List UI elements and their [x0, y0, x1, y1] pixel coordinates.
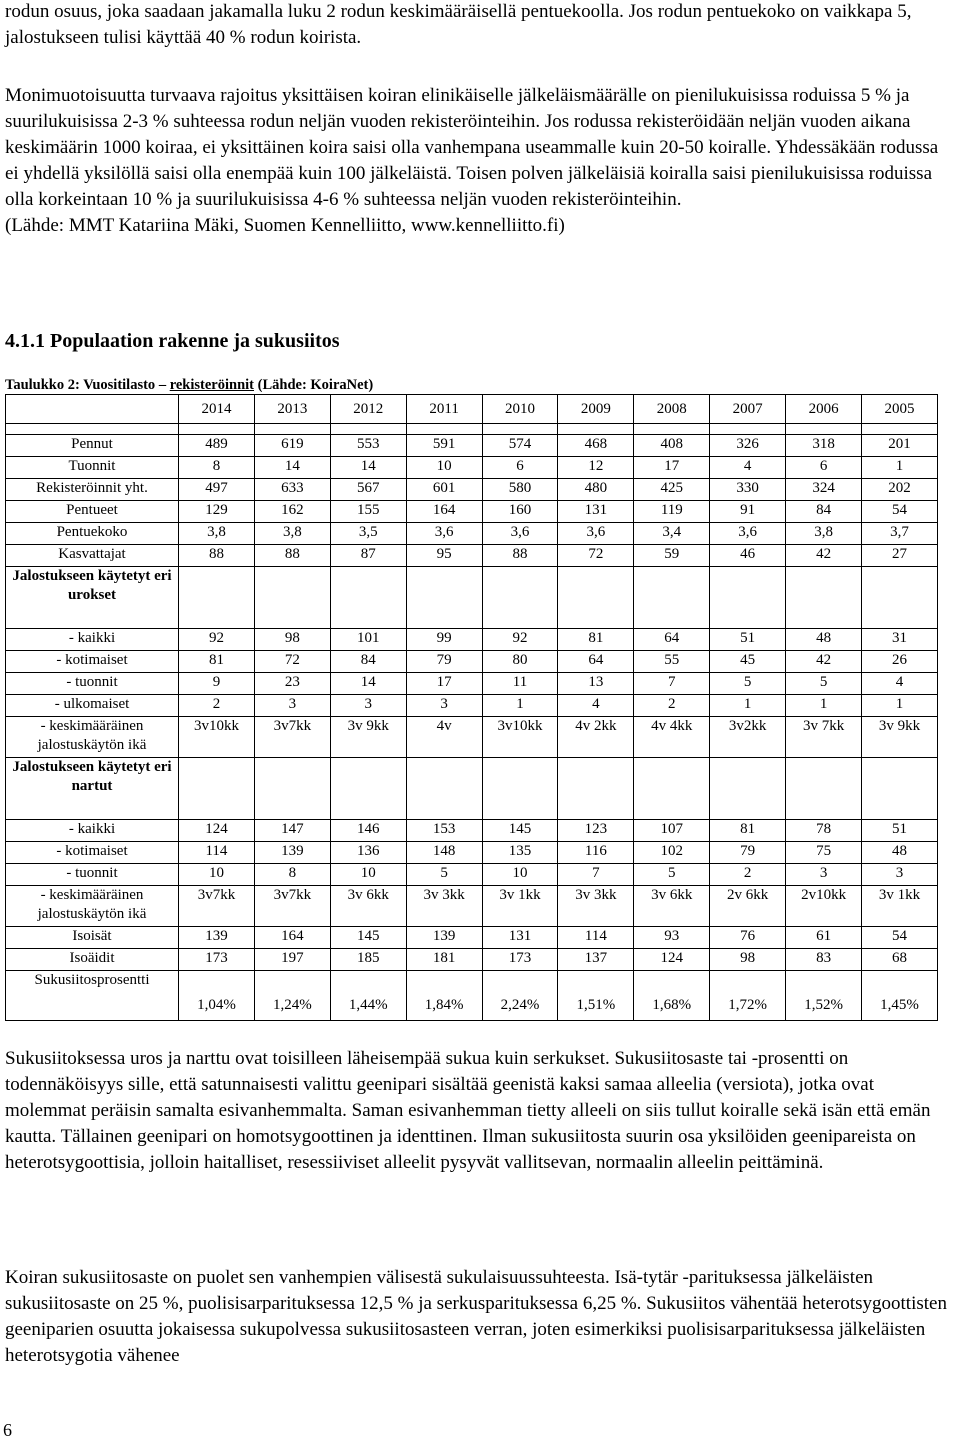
value-cell: 95 — [406, 545, 482, 567]
value-cell — [179, 758, 255, 820]
value-cell: 102 — [634, 842, 710, 864]
value-cell: 79 — [710, 842, 786, 864]
spacer-cell — [482, 424, 558, 435]
value-cell: 3,8 — [786, 523, 862, 545]
value-cell: 155 — [330, 501, 406, 523]
spacer-cell — [179, 424, 255, 435]
value-cell — [330, 567, 406, 629]
value-cell: 79 — [406, 651, 482, 673]
value-cell: 3v7kk — [254, 717, 330, 758]
value-cell: 1,44% — [330, 971, 406, 1021]
source-line: (Lähde: MMT Katariina Mäki, Suomen Kennelliitto, www.kennelliitto.fi) — [5, 215, 565, 236]
value-cell: 145 — [482, 820, 558, 842]
row-label-cell: Pennut — [6, 435, 179, 457]
table-row — [6, 501, 938, 523]
table-row — [6, 629, 938, 651]
value-cell: 81 — [558, 629, 634, 651]
table-spacer-row — [6, 424, 938, 435]
value-cell: 3 — [406, 695, 482, 717]
value-cell: 14 — [330, 673, 406, 695]
row-label-cell: - ulkomaiset — [6, 695, 179, 717]
value-cell: 326 — [710, 435, 786, 457]
value-cell: 64 — [558, 651, 634, 673]
value-cell: 5 — [406, 864, 482, 886]
table-group-row — [6, 567, 938, 629]
spacer-cell — [862, 424, 938, 435]
row-label-cell: - tuonnit — [6, 864, 179, 886]
value-cell: 2 — [179, 695, 255, 717]
value-cell: 567 — [330, 479, 406, 501]
value-cell — [558, 567, 634, 629]
value-cell: 42 — [786, 545, 862, 567]
value-cell: 68 — [862, 949, 938, 971]
value-cell: 148 — [406, 842, 482, 864]
value-cell: 3 — [330, 695, 406, 717]
value-cell: 147 — [254, 820, 330, 842]
value-cell: 6 — [482, 457, 558, 479]
value-cell: 59 — [634, 545, 710, 567]
value-cell: 1,24% — [254, 971, 330, 1021]
spacer-cell — [634, 424, 710, 435]
value-cell — [558, 758, 634, 820]
year-header-cell: 2010 — [482, 395, 558, 424]
paragraph-inbreeding-degree: Koiran sukusiitosaste on puolet sen vanhempien välisestä sukulaisuussuhteesta. Isä-tytär -parituksessa jälkeläisten sukusiitosaste on 25 %, puolisisarparituksessa 12,5 % ja serkusparituksessa 6,25 %. Sukusiitos vähentää heterotsygoottisten geeniparien osuutta jokaisessa sukupolvessa sukusiitosasteen verran, joten esimerkiksi puolisisarparituksessa jälkeläisten heterotsygotia vähenee — [5, 1267, 947, 1366]
row-label-cell: Pentueet — [6, 501, 179, 523]
spacer-cell — [254, 424, 330, 435]
year-header-cell: 2005 — [862, 395, 938, 424]
value-cell: 2 — [710, 864, 786, 886]
value-cell: 48 — [786, 629, 862, 651]
year-header-cell: 2009 — [558, 395, 634, 424]
value-cell: 5 — [710, 673, 786, 695]
value-cell: 3 — [786, 864, 862, 886]
value-cell: 1,45% — [862, 971, 938, 1021]
table-row — [6, 842, 938, 864]
spacer-cell — [6, 424, 179, 435]
value-cell: 553 — [330, 435, 406, 457]
table-row — [6, 695, 938, 717]
table-row — [6, 523, 938, 545]
value-cell: 107 — [634, 820, 710, 842]
value-cell: 51 — [862, 820, 938, 842]
value-cell — [482, 567, 558, 629]
value-cell: 13 — [558, 673, 634, 695]
value-cell: 72 — [558, 545, 634, 567]
value-cell: 324 — [786, 479, 862, 501]
value-cell: 114 — [179, 842, 255, 864]
value-cell: 88 — [179, 545, 255, 567]
year-header-cell: 2011 — [406, 395, 482, 424]
paragraph-inbreeding-definition: Sukusiitoksessa uros ja narttu ovat toisilleen läheisempää sukua kuin serkukset. Sukusiitosaste tai -prosentti on todennäköisyys sille, että satunnaisesti valittu geenipari sisältää geenistä kaksi samaa alleelia (versiota), jotka ovat molemmat peräisin samalta esivanhemmalta. Saman esivanhemman tietty alleeli on siis tullut koiralle sekä isän että emän kautta. Tällainen geenipari on homotsygoottinen ja identtinen. Ilman sukusiitosta suurin osa yksilöiden geenipareista on heterotsygoottisia, jolloin haitalliset, resessiiviset alleelit pysyvät vallitsevan, normaalin alleelin peittäminä. — [5, 1048, 931, 1173]
value-cell — [179, 567, 255, 629]
value-cell: 12 — [558, 457, 634, 479]
row-label-cell: Tuonnit — [6, 457, 179, 479]
paragraph-restriction-text: Monimuotoisuutta turvaava rajoitus yksittäisen koiran elinikäiselle jälkeläismäärälle on pienilukuisissa roduissa 5 % ja suurilukuisissa 2-3 % suhteessa rodun neljän vuoden rekisteröinteihin. Jos rodussa rekisteröidään neljän vuoden aikana keskimäärin 1000 koiraa, ei yksittäinen koira saisi olla vanhempana useammalle kuin 20-50 koiralle. Yhdessäkään rodussa ei yhdellä yksilöllä saisi olla enempää kuin 100 jälkeläistä. Toisen polven jälkeläisiä koiralla saisi pienilukuisissa roduissa olla korkeintaan 10 % ja suurilukuisissa 4-6 % suhteessa neljän vuoden rekisteröinteihin. — [5, 85, 939, 210]
year-header-cell: 2014 — [179, 395, 255, 424]
value-cell: 173 — [482, 949, 558, 971]
value-cell: 3v 6kk — [634, 886, 710, 927]
row-label-cell: - tuonnit — [6, 673, 179, 695]
spacer-cell — [710, 424, 786, 435]
year-header-cell: 2007 — [710, 395, 786, 424]
value-cell: 202 — [862, 479, 938, 501]
value-cell: 4 — [710, 457, 786, 479]
value-cell: 75 — [786, 842, 862, 864]
value-cell: 1,51% — [558, 971, 634, 1021]
value-cell — [406, 758, 482, 820]
value-cell: 3v 1kk — [482, 886, 558, 927]
row-label-cell: - keskimääräinen jalostuskäytön ikä — [6, 717, 179, 758]
value-cell: 31 — [862, 629, 938, 651]
value-cell: 8 — [179, 457, 255, 479]
value-cell: 93 — [634, 927, 710, 949]
value-cell: 153 — [406, 820, 482, 842]
table-row — [6, 949, 938, 971]
value-cell: 3 — [862, 864, 938, 886]
table-row — [6, 545, 938, 567]
value-cell — [710, 567, 786, 629]
row-label-cell: - kotimaiset — [6, 651, 179, 673]
value-cell: 1,84% — [406, 971, 482, 1021]
value-cell — [634, 567, 710, 629]
value-cell: 145 — [330, 927, 406, 949]
caption-prefix: Taulukko 2: Vuositilasto — [5, 377, 156, 393]
row-label-cell: - kaikki — [6, 820, 179, 842]
value-cell: 64 — [634, 629, 710, 651]
page-number: 6 — [3, 1420, 12, 1440]
caption-suffix: (Lähde: KoiraNet) — [257, 377, 374, 393]
value-cell: 80 — [482, 651, 558, 673]
row-label-cell: Kasvattajat — [6, 545, 179, 567]
value-cell: 3,8 — [254, 523, 330, 545]
value-cell: 1 — [482, 695, 558, 717]
value-cell: 14 — [254, 457, 330, 479]
value-cell: 1,72% — [710, 971, 786, 1021]
row-label-cell: Isoäidit — [6, 949, 179, 971]
table-row — [6, 717, 938, 758]
value-cell: 98 — [254, 629, 330, 651]
value-cell: 10 — [406, 457, 482, 479]
value-cell: 61 — [786, 927, 862, 949]
value-cell: 185 — [330, 949, 406, 971]
value-cell: 84 — [330, 651, 406, 673]
paragraph-restriction — [5, 83, 955, 239]
value-cell: 76 — [710, 927, 786, 949]
value-cell: 54 — [862, 927, 938, 949]
value-cell: 116 — [558, 842, 634, 864]
value-cell: 3,5 — [330, 523, 406, 545]
table-row — [6, 457, 938, 479]
value-cell: 3v10kk — [482, 717, 558, 758]
value-cell: 46 — [710, 545, 786, 567]
year-header-cell: 2006 — [786, 395, 862, 424]
spacer-cell — [406, 424, 482, 435]
value-cell: 23 — [254, 673, 330, 695]
table-header-row — [6, 395, 938, 424]
value-cell — [710, 758, 786, 820]
value-cell: 135 — [482, 842, 558, 864]
value-cell: 10 — [482, 864, 558, 886]
year-header-cell: 2008 — [634, 395, 710, 424]
value-cell: 91 — [710, 501, 786, 523]
value-cell: 162 — [254, 501, 330, 523]
value-cell: 1,52% — [786, 971, 862, 1021]
value-cell: 101 — [330, 629, 406, 651]
value-cell: 6 — [786, 457, 862, 479]
row-label-cell: - kaikki — [6, 629, 179, 651]
value-cell: 197 — [254, 949, 330, 971]
value-cell — [634, 758, 710, 820]
value-cell: 201 — [862, 435, 938, 457]
table-row — [6, 435, 938, 457]
table-row — [6, 820, 938, 842]
value-cell: 87 — [330, 545, 406, 567]
table-row — [6, 864, 938, 886]
value-cell: 78 — [786, 820, 862, 842]
value-cell: 146 — [330, 820, 406, 842]
caption-dash: – — [158, 377, 167, 393]
value-cell: 3v 9kk — [862, 717, 938, 758]
value-cell: 580 — [482, 479, 558, 501]
paragraph-intro: rodun osuus, joka saadaan jakamalla luku 2 rodun keskimääräisellä pentuekoolla. Jos rodun pentuekoko on vaikkapa 5, jalostukseen tulisi käyttää 40 % rodun koirista. — [5, 1, 912, 48]
value-cell: 3v2kk — [710, 717, 786, 758]
value-cell: 489 — [179, 435, 255, 457]
value-cell: 330 — [710, 479, 786, 501]
value-cell: 3,6 — [406, 523, 482, 545]
table-row — [6, 651, 938, 673]
value-cell: 131 — [482, 927, 558, 949]
value-cell: 633 — [254, 479, 330, 501]
value-cell — [786, 758, 862, 820]
value-cell: 601 — [406, 479, 482, 501]
value-cell: 92 — [482, 629, 558, 651]
value-cell: 136 — [330, 842, 406, 864]
value-cell — [862, 567, 938, 629]
value-cell: 139 — [254, 842, 330, 864]
value-cell: 574 — [482, 435, 558, 457]
row-label-cell: Jalostukseen käytetyt eri nartut — [6, 758, 179, 820]
value-cell: 2 — [634, 695, 710, 717]
value-cell: 123 — [558, 820, 634, 842]
caption-underlined: rekisteröinnit — [169, 377, 254, 393]
value-cell: 72 — [254, 651, 330, 673]
value-cell: 4v — [406, 717, 482, 758]
value-cell: 88 — [254, 545, 330, 567]
table-caption — [5, 377, 373, 394]
value-cell: 408 — [634, 435, 710, 457]
value-cell: 124 — [634, 949, 710, 971]
value-cell: 425 — [634, 479, 710, 501]
value-cell: 114 — [558, 927, 634, 949]
value-cell: 3,7 — [862, 523, 938, 545]
value-cell: 3v 7kk — [786, 717, 862, 758]
value-cell: 88 — [482, 545, 558, 567]
value-cell: 81 — [179, 651, 255, 673]
value-cell: 7 — [634, 673, 710, 695]
value-cell: 26 — [862, 651, 938, 673]
value-cell: 137 — [558, 949, 634, 971]
value-cell: 619 — [254, 435, 330, 457]
value-cell: 14 — [330, 457, 406, 479]
value-cell: 92 — [179, 629, 255, 651]
value-cell: 4 — [558, 695, 634, 717]
row-label-cell: Sukusiitosprosentti — [6, 971, 179, 1021]
value-cell — [254, 567, 330, 629]
row-label-cell: Rekisteröinnit yht. — [6, 479, 179, 501]
value-cell — [786, 567, 862, 629]
row-label-cell: Pentuekoko — [6, 523, 179, 545]
statistics-table — [5, 394, 938, 1021]
value-cell — [862, 758, 938, 820]
value-cell: 17 — [634, 457, 710, 479]
value-cell: 1 — [862, 457, 938, 479]
section-heading: 4.1.1 Populaation rakenne ja sukusiitos — [5, 330, 340, 352]
value-cell: 3,6 — [558, 523, 634, 545]
value-cell: 3v 3kk — [558, 886, 634, 927]
value-cell: 3v 3kk — [406, 886, 482, 927]
value-cell: 468 — [558, 435, 634, 457]
value-cell: 10 — [330, 864, 406, 886]
table-row — [6, 479, 938, 501]
value-cell — [330, 758, 406, 820]
row-label-cell: Jalostukseen käytetyt eri urokset — [6, 567, 179, 629]
value-cell: 99 — [406, 629, 482, 651]
row-label-cell: - keskimääräinen jalostuskäytön ikä — [6, 886, 179, 927]
value-cell: 3,8 — [179, 523, 255, 545]
value-cell: 3v 1kk — [862, 886, 938, 927]
value-cell: 181 — [406, 949, 482, 971]
spacer-cell — [786, 424, 862, 435]
value-cell: 2,24% — [482, 971, 558, 1021]
value-cell: 1 — [862, 695, 938, 717]
value-cell: 3 — [254, 695, 330, 717]
value-cell: 10 — [179, 864, 255, 886]
row-label-cell: Isoisät — [6, 927, 179, 949]
value-cell: 51 — [710, 629, 786, 651]
table-row — [6, 673, 938, 695]
table-row — [6, 886, 938, 927]
value-cell: 5 — [634, 864, 710, 886]
value-cell — [406, 567, 482, 629]
value-cell: 42 — [786, 651, 862, 673]
value-cell: 55 — [634, 651, 710, 673]
value-cell: 318 — [786, 435, 862, 457]
value-cell: 497 — [179, 479, 255, 501]
value-cell: 3v7kk — [179, 886, 255, 927]
value-cell: 27 — [862, 545, 938, 567]
table-group-row — [6, 758, 938, 820]
value-cell: 4v 4kk — [634, 717, 710, 758]
year-header-cell: 2013 — [254, 395, 330, 424]
header-empty-cell — [6, 395, 179, 424]
table-row — [6, 971, 938, 1021]
value-cell: 11 — [482, 673, 558, 695]
table-row — [6, 927, 938, 949]
spacer-cell — [558, 424, 634, 435]
value-cell: 119 — [634, 501, 710, 523]
value-cell: 3v7kk — [254, 886, 330, 927]
value-cell — [482, 758, 558, 820]
value-cell: 3,4 — [634, 523, 710, 545]
value-cell: 54 — [862, 501, 938, 523]
year-header-cell: 2012 — [330, 395, 406, 424]
value-cell: 48 — [862, 842, 938, 864]
value-cell: 139 — [179, 927, 255, 949]
value-cell: 160 — [482, 501, 558, 523]
value-cell: 83 — [786, 949, 862, 971]
value-cell: 9 — [179, 673, 255, 695]
value-cell: 17 — [406, 673, 482, 695]
value-cell: 1 — [786, 695, 862, 717]
value-cell: 1,04% — [179, 971, 255, 1021]
value-cell — [254, 758, 330, 820]
value-cell: 5 — [786, 673, 862, 695]
value-cell: 164 — [254, 927, 330, 949]
value-cell: 4 — [862, 673, 938, 695]
value-cell: 3v10kk — [179, 717, 255, 758]
value-cell: 3,6 — [482, 523, 558, 545]
value-cell: 480 — [558, 479, 634, 501]
spacer-cell — [330, 424, 406, 435]
value-cell: 81 — [710, 820, 786, 842]
value-cell: 45 — [710, 651, 786, 673]
value-cell: 3v 6kk — [330, 886, 406, 927]
value-cell: 3v 9kk — [330, 717, 406, 758]
value-cell: 84 — [786, 501, 862, 523]
value-cell: 124 — [179, 820, 255, 842]
value-cell: 2v 6kk — [710, 886, 786, 927]
value-cell: 1 — [710, 695, 786, 717]
value-cell: 98 — [710, 949, 786, 971]
value-cell: 129 — [179, 501, 255, 523]
row-label-cell: - kotimaiset — [6, 842, 179, 864]
value-cell: 3,6 — [710, 523, 786, 545]
value-cell: 164 — [406, 501, 482, 523]
value-cell: 8 — [254, 864, 330, 886]
value-cell: 4v 2kk — [558, 717, 634, 758]
value-cell: 2v10kk — [786, 886, 862, 927]
value-cell: 1,68% — [634, 971, 710, 1021]
value-cell: 591 — [406, 435, 482, 457]
value-cell: 131 — [558, 501, 634, 523]
value-cell: 173 — [179, 949, 255, 971]
value-cell: 7 — [558, 864, 634, 886]
value-cell: 139 — [406, 927, 482, 949]
